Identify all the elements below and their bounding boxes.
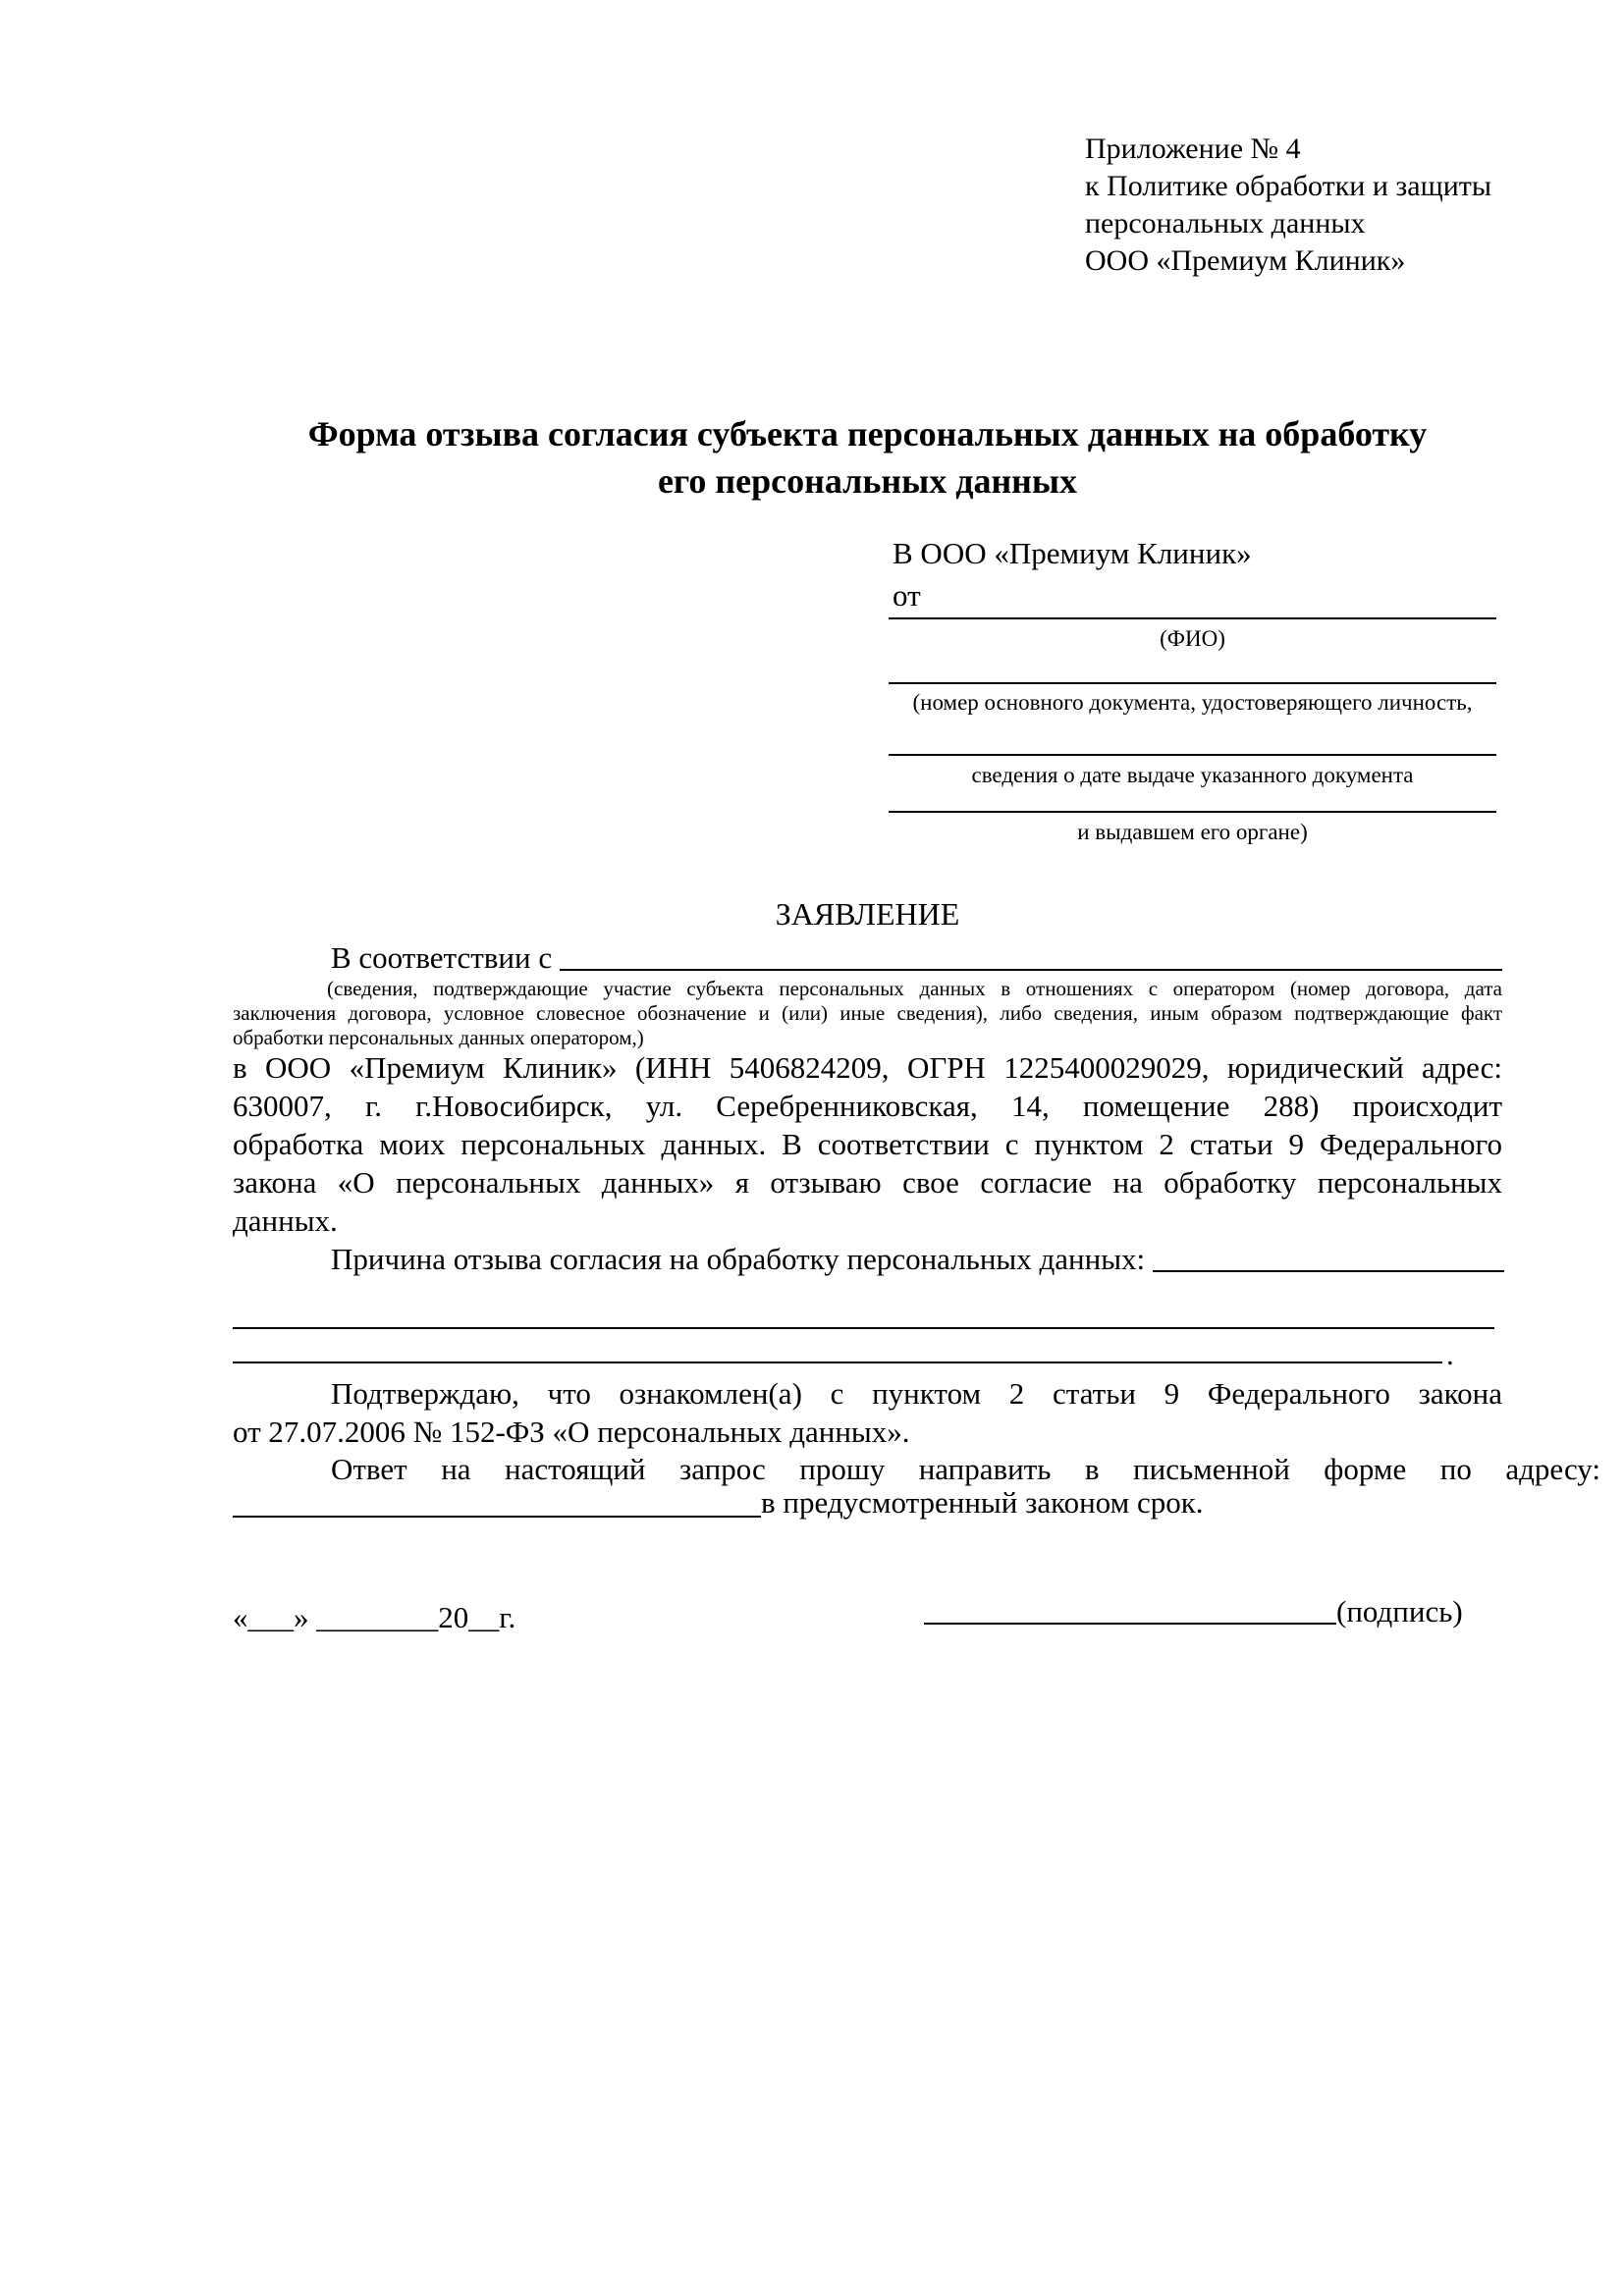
body-line-3: обработка моих персональных данных. В соответствии с пунктом 2 статьи 9 Федерального: [233, 1127, 1502, 1161]
appendix-line-1: Приложение № 4: [1085, 133, 1301, 165]
small-print-line-2: заключения договора, условное словесное обозначение и (или) иные сведения), либо сведения, иным образом подтверждающие факт: [233, 1001, 1502, 1025]
body-paragraph: [233, 1048, 1502, 1240]
recipient-from-label: от: [893, 578, 921, 613]
reason-blank-line-3: [233, 1362, 1442, 1363]
reason-blank-line-1: [1153, 1270, 1504, 1272]
body-line-2: 630007, г. г.Новосибирск, ул. Серебренниковская, 14, помещение 288) происходит: [233, 1089, 1502, 1123]
reason-label: Причина отзыва согласия на обработку персональных данных:: [331, 1242, 1146, 1276]
document-title: [233, 410, 1502, 505]
address-blank-line: [233, 1516, 761, 1518]
small-print-note: [233, 977, 1502, 1050]
fio-blank-line: [889, 617, 1496, 619]
fio-caption: (ФИО): [1160, 626, 1225, 651]
appendix-line-4: ООО «Премиум Клиник»: [1085, 244, 1406, 277]
reply-address-line: [233, 1484, 1502, 1522]
confirmation-line-1: Подтверждаю, что ознакомлен(а) с пунктом 2 статьи 9 Федерального закона: [331, 1376, 1502, 1411]
issue-date-blank-line: [889, 754, 1496, 756]
basis-blank-line: [560, 969, 1502, 971]
intro-line: [233, 938, 1502, 976]
title-line-2: его персональных данных: [657, 461, 1078, 501]
issuing-authority-blank-line: [889, 811, 1496, 813]
appendix-line-2: к Политике обработки и защиты: [1085, 170, 1492, 202]
small-print-line-1: (сведения, подтверждающие участие субъекта персональных данных в отношениях с оператором (номер договора, дата: [327, 977, 1502, 1000]
confirmation-line-2: от 27.07.2006 № 152-ФЗ «О персональных данных».: [233, 1415, 910, 1449]
reason-blank-line-2: [233, 1327, 1494, 1329]
appendix-note: [1085, 131, 1491, 280]
title-line-1: Форма отзыва согласия субъекта персональных данных на обработку: [307, 414, 1428, 454]
date-blank-line: «___» ________20__г.: [233, 1600, 516, 1634]
sentence-period: .: [1446, 1337, 1454, 1371]
id-document-blank-line: [889, 682, 1496, 684]
issue-date-caption: сведения о дате выдаче указанного документа: [971, 763, 1414, 787]
body-line-1: в ООО «Премиум Клиник» (ИНН 5406824209, ОГРН 1225400029029, юридический адрес:: [233, 1050, 1502, 1085]
intro-prefix: В соответствии с: [331, 940, 553, 975]
issuing-authority-caption: и выдавшем его органе): [1077, 820, 1308, 844]
appendix-line-3: персональных данных: [1085, 207, 1366, 240]
recipient-to: В ООО «Премиум Клиник»: [893, 536, 1252, 570]
signature-caption: (подпись): [1336, 1594, 1463, 1629]
signature-blank-line: [924, 1623, 1336, 1625]
reason-line: [233, 1240, 1504, 1277]
small-print-line-3: обработки персональных данных оператором,): [233, 1026, 644, 1049]
statement-heading: ЗАЯВЛЕНИЕ: [775, 896, 960, 932]
reply-request-line: Ответ на настоящий запрос прошу направить в письменной форме по адресу:: [331, 1452, 1600, 1486]
reply-suffix: в предусмотренный законом срок.: [761, 1485, 1204, 1520]
body-line-5: данных.: [233, 1203, 338, 1238]
body-line-4: закона «О персональных данных» я отзываю свое согласие на обработку персональных: [233, 1165, 1502, 1200]
id-document-caption: (номер основного документа, удостоверяющего личность,: [912, 690, 1473, 715]
confirmation-paragraph: [233, 1374, 1502, 1451]
signature-line: [924, 1592, 1463, 1631]
